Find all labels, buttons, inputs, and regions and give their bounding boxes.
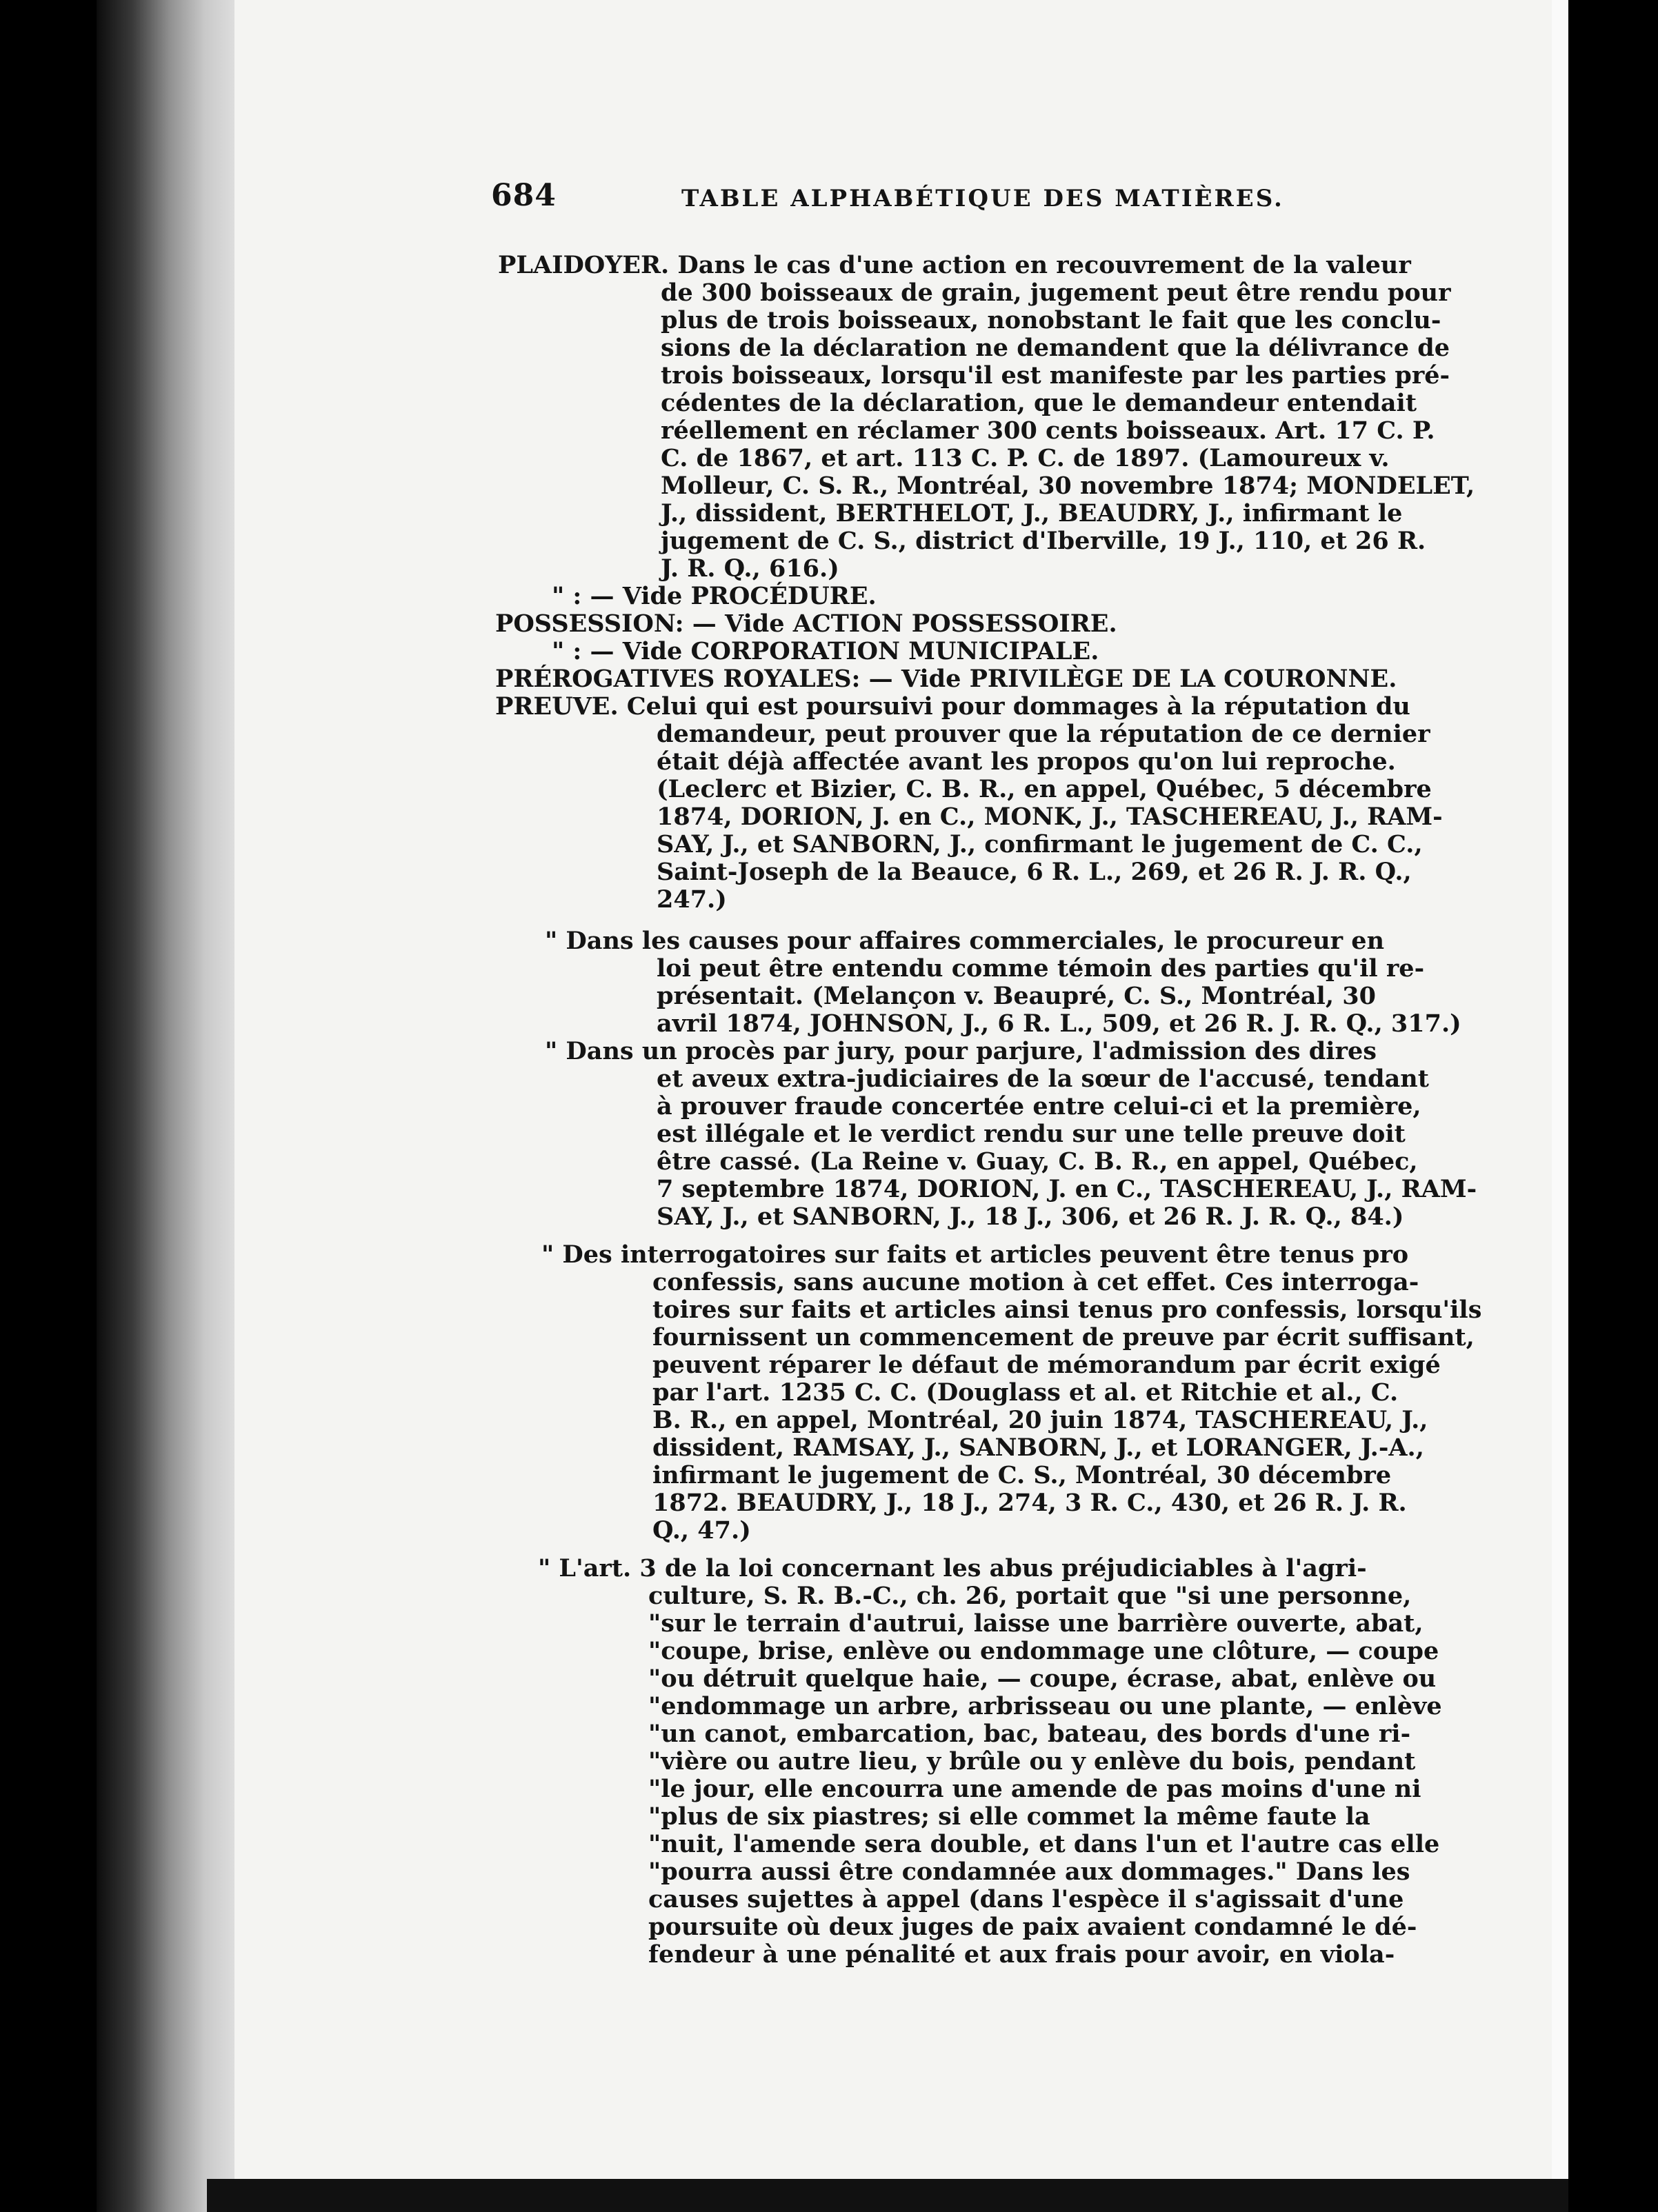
page-edge (1552, 0, 1568, 2212)
text-line: cédentes de la déclaration, que le demandeur entendait (661, 389, 1417, 417)
text-line: fendeur à une pénalité et aux frais pour avoir, en viola- (648, 1940, 1395, 1969)
text-line: PLAIDOYER. Dans le cas d'une action en recouvrement de la valeur (498, 251, 1411, 279)
text-line: poursuite où deux juges de paix avaient condamné le dé- (648, 1913, 1417, 1941)
text-line: "coupe, brise, enlève ou endommage une clôture, — coupe (648, 1637, 1439, 1665)
text-line: par l'art. 1235 C. C. (Douglass et al. et Ritchie et al., C. (652, 1378, 1399, 1407)
text-line: "le jour, elle encourra une amende de pas moins d'une ni (648, 1775, 1421, 1803)
text-line: réellement en réclamer 300 cents boisseaux. Art. 17 C. P. (661, 416, 1435, 445)
text-line: était déjà affectée avant les propos qu'on lui reproche. (657, 747, 1396, 776)
text-line: "pourra aussi être condamnée aux dommages." Dans les (648, 1858, 1410, 1886)
text-line: causes sujettes à appel (dans l'espèce il s'agissait d'une (648, 1885, 1404, 1913)
text-line: être cassé. (La Reine v. Guay, C. B. R., en appel, Québec, (657, 1147, 1418, 1176)
running-title: TABLE ALPHABÉTIQUE DES MATIÈRES. (681, 185, 1284, 212)
text-line: Saint-Joseph de la Beauce, 6 R. L., 269, et 26 R. J. R. Q., (657, 858, 1412, 886)
text-line: 7 septembre 1874, DORION, J. en C., TASCHEREAU, J., RAM- (657, 1175, 1477, 1203)
text-line: 1872. BEAUDRY, J., 18 J., 274, 3 R. C., 430, et 26 R. J. R. (652, 1489, 1407, 1517)
text-line: présentait. (Melançon v. Beaupré, C. S., Montréal, 30 (657, 982, 1376, 1010)
text-line: "ou détruit quelque haie, — coupe, écrase, abat, enlève ou (648, 1665, 1437, 1693)
text-line: J. R. Q., 616.) (661, 554, 839, 583)
text-line: demandeur, peut prouver que la réputation de ce dernier (657, 720, 1430, 748)
text-line: infirmant le jugement de C. S., Montréal, 30 décembre (652, 1461, 1392, 1489)
text-line: culture, S. R. B.-C., ch. 26, portait que "si une personne, (648, 1582, 1412, 1610)
text-line: SAY, J., et SANBORN, J., confirmant le jugement de C. C., (657, 830, 1423, 858)
book-spine-shadow (97, 0, 241, 2212)
text-line: " : — Vide PROCÉDURE. (552, 582, 877, 610)
text-line: jugement de C. S., district d'Iberville, 19 J., 110, et 26 R. (661, 527, 1426, 555)
book-page (234, 0, 1552, 2179)
page-number: 684 (491, 178, 557, 213)
text-line: POSSESSION: — Vide ACTION POSSESSOIRE. (495, 610, 1117, 638)
text-line: toires sur faits et articles ainsi tenus pro confessis, lorsqu'ils (652, 1296, 1482, 1324)
text-line: Q., 47.) (652, 1516, 751, 1545)
text-line: " Dans un procès par jury, pour parjure, l'admission des dires (545, 1037, 1377, 1065)
text-line: à prouver fraude concertée entre celui-ci et la première, (657, 1092, 1421, 1120)
text-line: SAY, J., et SANBORN, J., 18 J., 306, et 26 R. J. R. Q., 84.) (657, 1203, 1404, 1231)
text-line: "endommage un arbre, arbrisseau ou une plante, — enlève (648, 1692, 1442, 1720)
text-line: "plus de six piastres; si elle commet la même faute la (648, 1802, 1370, 1831)
text-line: loi peut être entendu comme témoin des parties qu'il re- (657, 954, 1425, 983)
text-line: PREUVE. Celui qui est poursuivi pour dommages à la réputation du (495, 692, 1410, 721)
text-line: fournissent un commencement de preuve par écrit suffisant, (652, 1323, 1475, 1351)
text-line: sions de la déclaration ne demandent que la délivrance de (661, 334, 1450, 362)
text-line: "un canot, embarcation, bac, bateau, des bords d'une ri- (648, 1720, 1411, 1748)
text-line: C. de 1867, et art. 113 C. P. C. de 1897. (Lamoureux v. (661, 444, 1390, 472)
text-line: 1874, DORION, J. en C., MONK, J., TASCHEREAU, J., RAM- (657, 803, 1443, 831)
text-line: 247.) (657, 885, 727, 914)
text-line: "sur le terrain d'autrui, laisse une barrière ouverte, abat, (648, 1609, 1424, 1638)
text-line: "vière ou autre lieu, y brûle ou y enlève du bois, pendant (648, 1747, 1416, 1776)
text-line: " : — Vide CORPORATION MUNICIPALE. (552, 637, 1099, 665)
text-line: (Leclerc et Bizier, C. B. R., en appel, Québec, 5 décembre (657, 775, 1432, 803)
text-line: est illégale et le verdict rendu sur une telle preuve doit (657, 1120, 1406, 1148)
text-line: " Dans les causes pour affaires commerciales, le procureur en (545, 927, 1385, 955)
text-line: peuvent réparer le défaut de mémorandum par écrit exigé (652, 1351, 1441, 1379)
text-line: "nuit, l'amende sera double, et dans l'un et l'autre cas elle (648, 1830, 1440, 1858)
text-line: J., dissident, BERTHELOT, J., BEAUDRY, J., infirmant le (661, 499, 1403, 527)
text-line: plus de trois boisseaux, nonobstant le fait que les conclu- (661, 306, 1441, 334)
text-line: et aveux extra-judiciaires de la sœur de l'accusé, tendant (657, 1065, 1429, 1093)
text-line: Molleur, C. S. R., Montréal, 30 novembre 1874; MONDELET, (661, 472, 1475, 500)
text-line: " Des interrogatoires sur faits et articles peuvent être tenus pro (541, 1240, 1409, 1269)
text-line: confessis, sans aucune motion à cet effet. Ces interroga- (652, 1268, 1419, 1296)
text-line: " L'art. 3 de la loi concernant les abus préjudiciables à l'agri- (538, 1554, 1367, 1582)
text-line: trois boisseaux, lorsqu'il est manifeste par les parties pré- (661, 361, 1450, 390)
bottom-shadow (207, 2179, 1568, 2212)
page-header (234, 178, 1552, 233)
text-line: PRÉROGATIVES ROYALES: — Vide PRIVILÈGE DE LA COURONNE. (495, 665, 1397, 693)
text-line: dissident, RAMSAY, J., SANBORN, J., et LORANGER, J.-A., (652, 1434, 1424, 1462)
text-line: avril 1874, JOHNSON, J., 6 R. L., 509, et 26 R. J. R. Q., 317.) (657, 1009, 1461, 1038)
text-line: de 300 boisseaux de grain, jugement peut être rendu pour (661, 279, 1451, 307)
text-line: B. R., en appel, Montréal, 20 juin 1874, TASCHEREAU, J., (652, 1406, 1428, 1434)
